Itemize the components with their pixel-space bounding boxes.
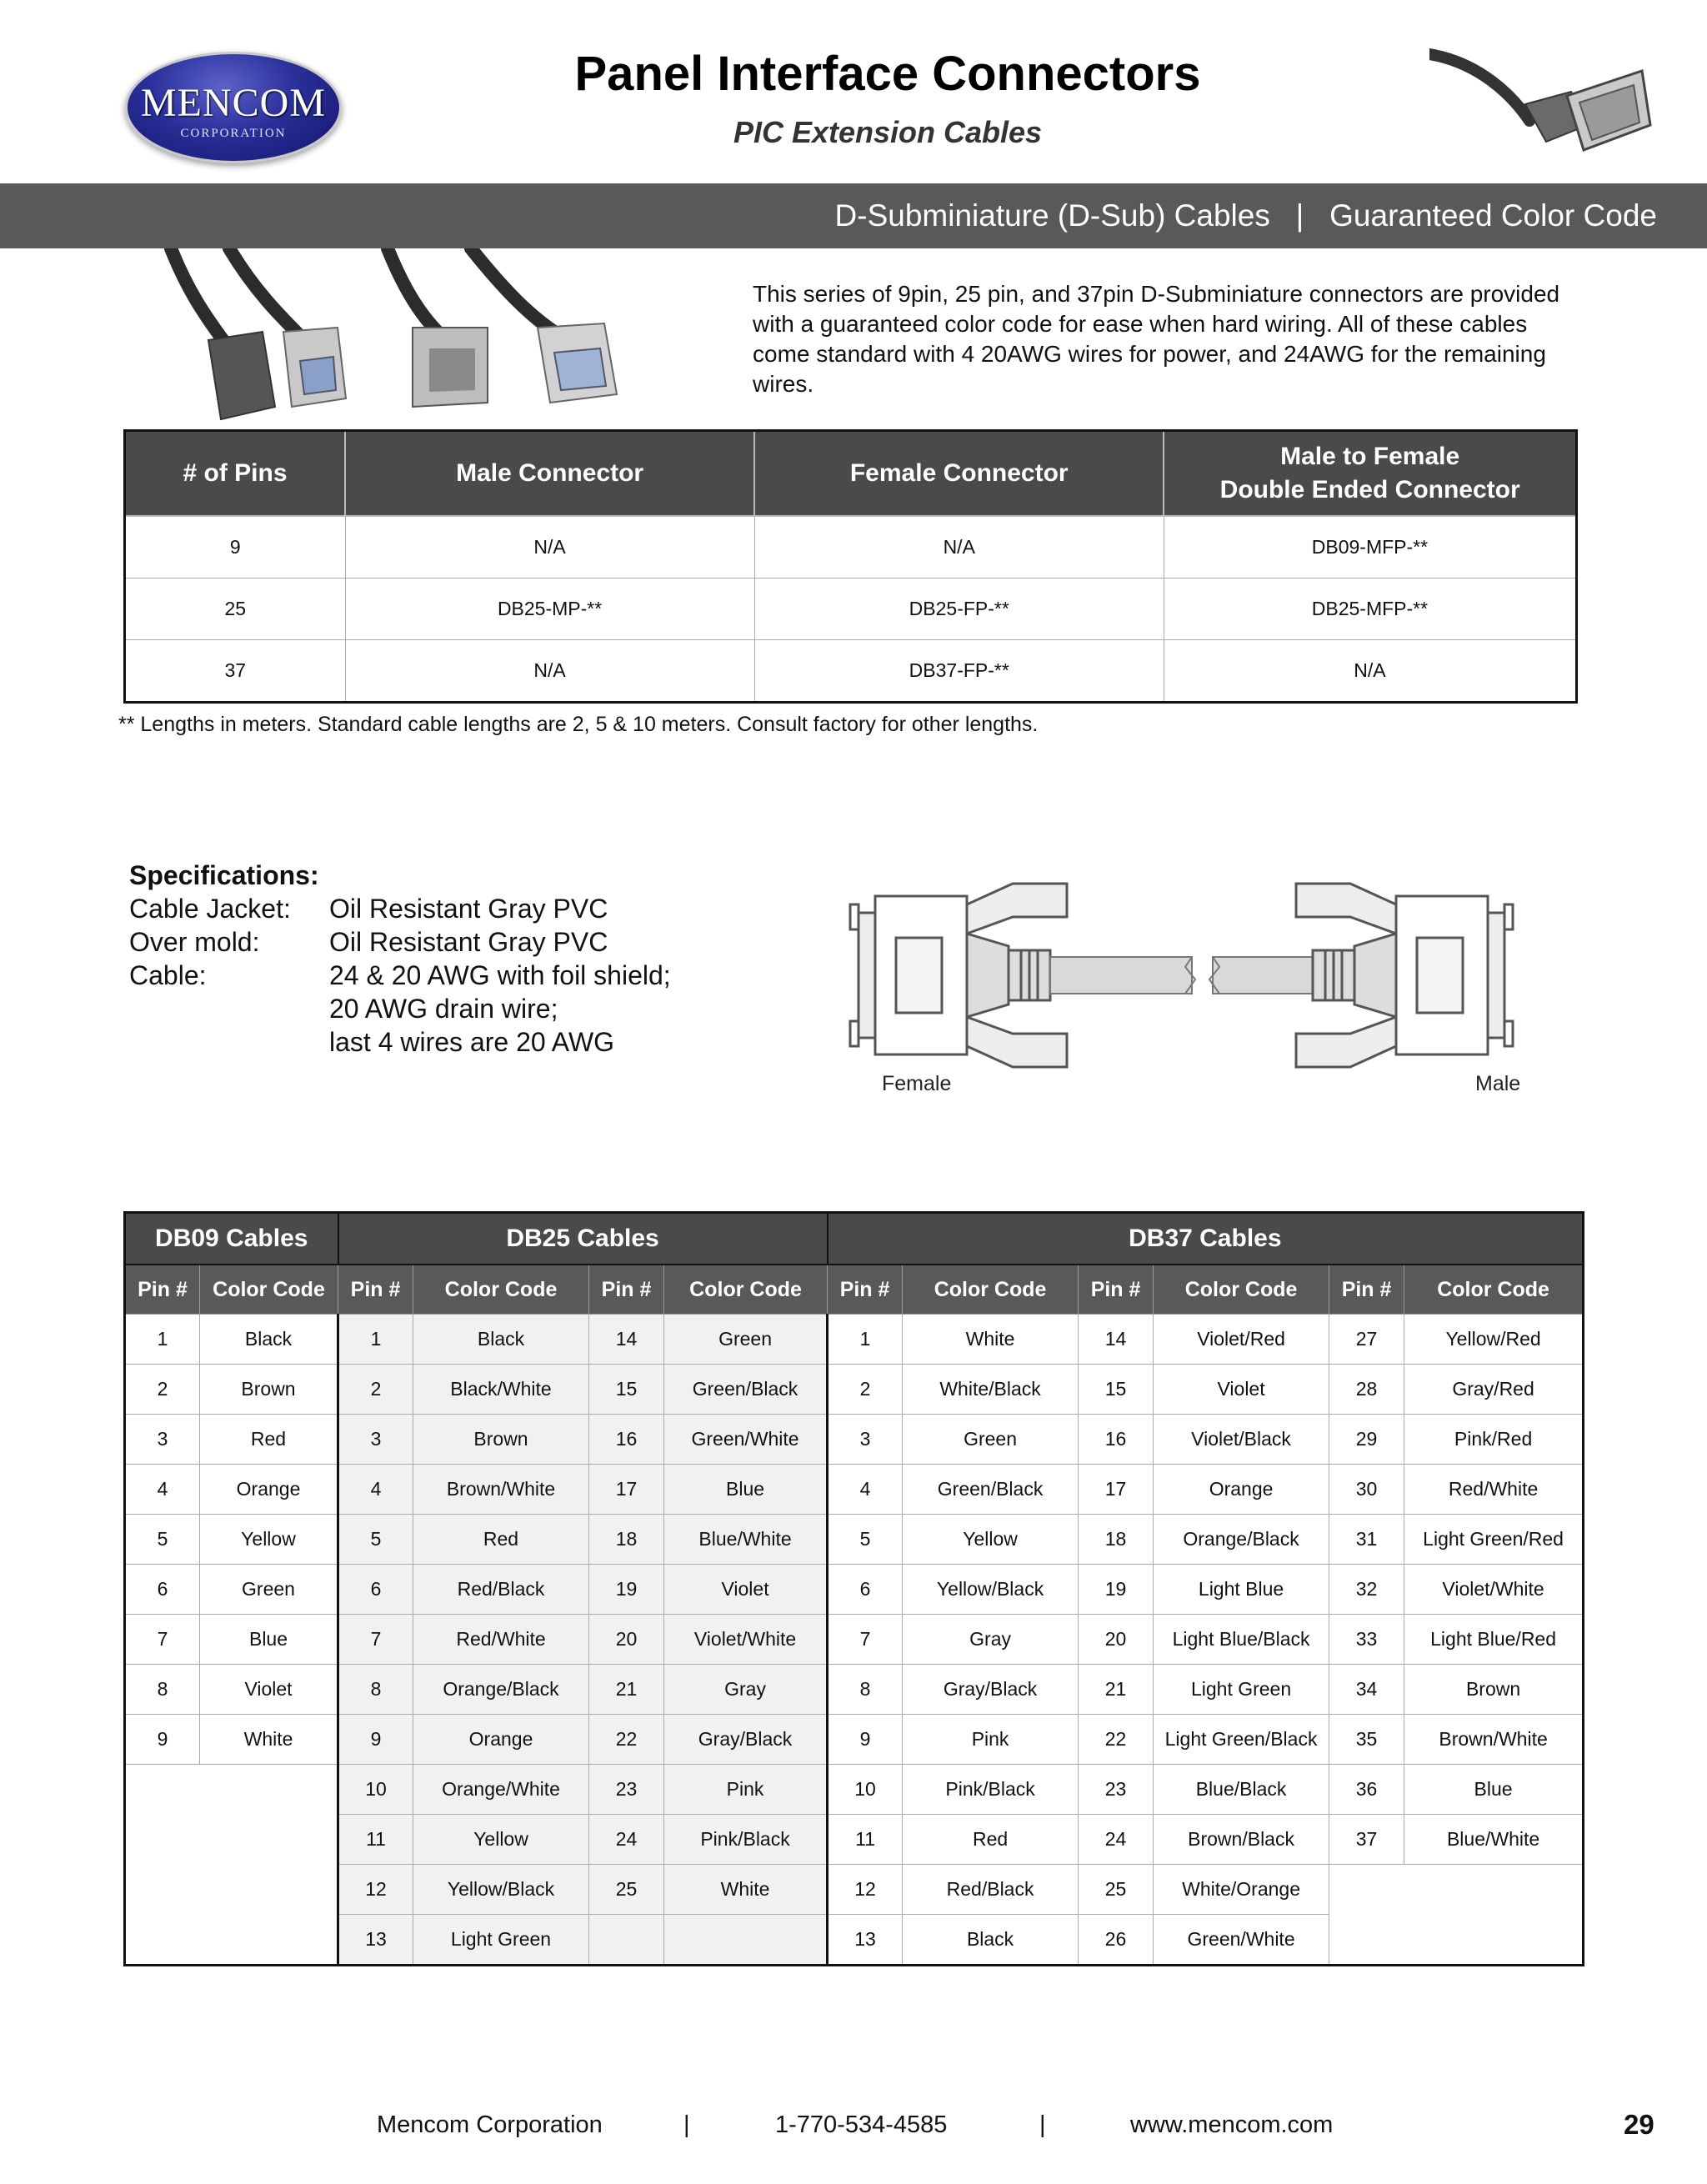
pin-number-cell: 19	[1079, 1565, 1154, 1615]
color-code-cell: Green	[200, 1565, 338, 1615]
footer-phone: 1-770-534-4585	[775, 2111, 948, 2138]
color-code-cell: Orange	[413, 1715, 589, 1765]
pin-number-cell: 6	[828, 1565, 903, 1615]
pin-number-header: Pin #	[1329, 1265, 1404, 1315]
double-ended-part-cell: DB09-MFP-**	[1164, 516, 1576, 579]
color-code-cell: Violet	[1154, 1365, 1329, 1415]
cable-segment-right	[1213, 957, 1313, 994]
pin-number-cell: 1	[828, 1315, 903, 1365]
pin-number-cell: 23	[589, 1765, 664, 1815]
pin-number-cell: 37	[1329, 1815, 1404, 1865]
color-code-cell: Blue/White	[664, 1515, 828, 1565]
pin-number-cell: 8	[828, 1665, 903, 1715]
color-code-header: Color Code	[200, 1265, 338, 1315]
color-code-cell: Blue	[664, 1465, 828, 1515]
pin-number-header: Pin #	[589, 1265, 664, 1315]
color-code-cell: Red/White	[413, 1615, 589, 1665]
cables-photo	[138, 248, 704, 423]
table-row	[125, 1465, 1584, 1515]
spec-label-overmold: Over mold:	[129, 927, 260, 957]
color-code-cell: Blue/White	[1404, 1815, 1584, 1865]
pin-number-cell: 4	[338, 1465, 413, 1515]
pin-number-cell: 16	[1079, 1415, 1154, 1465]
color-code-cell: Green	[664, 1315, 828, 1365]
pin-number-cell: 4	[125, 1465, 200, 1515]
table-row	[125, 1365, 1584, 1415]
color-code-cell: Black	[413, 1315, 589, 1365]
intro-paragraph: This series of 9pin, 25 pin, and 37pin D-Subminiature connectors are provided with a guaranteed color code for ease when hard wiring. All of these cables come standard with 4 20AWG wires for power, and 24AWG for the remaining wires.	[753, 281, 1560, 397]
pin-number-cell: 3	[125, 1415, 200, 1465]
pin-number-cell: 6	[338, 1565, 413, 1615]
pin-number-cell: 4	[828, 1465, 903, 1515]
color-code-cell	[664, 1915, 828, 1966]
color-code-cell: Gray	[664, 1665, 828, 1715]
pin-number-cell: 1	[125, 1315, 200, 1365]
color-code-cell: Brown	[200, 1365, 338, 1415]
color-code-cell: Light Blue/Red	[1404, 1615, 1584, 1665]
pin-number-cell: 27	[1329, 1315, 1404, 1365]
color-code-cell: Orange	[1154, 1465, 1329, 1515]
pin-number-cell: 9	[338, 1715, 413, 1765]
pin-number-cell: 29	[1329, 1415, 1404, 1465]
color-code-cell: Orange	[200, 1465, 338, 1515]
color-code-header: Color Code	[1154, 1265, 1329, 1315]
female-part-cell: DB25-FP-**	[754, 579, 1164, 640]
color-code-cell: Yellow	[903, 1515, 1079, 1565]
color-code-cell: Brown/White	[413, 1465, 589, 1515]
color-code-cell: Light Green/Black	[1154, 1715, 1329, 1765]
footer-website: www.mencom.com	[1130, 2111, 1334, 2138]
pin-number-cell: 20	[589, 1615, 664, 1665]
diagram-label-female: Female	[882, 1072, 952, 1095]
color-code-cell: Brown	[413, 1415, 589, 1465]
spec-label-cable: Cable:	[129, 960, 207, 990]
color-code-cell: Red	[413, 1515, 589, 1565]
table-row	[125, 1315, 1584, 1365]
pin-number-cell: 23	[1079, 1765, 1154, 1815]
table-row	[125, 579, 1577, 640]
lengths-footnote: ** Lengths in meters. Standard cable lengths are 2, 5 & 10 meters. Consult factory for other lengths.	[118, 713, 1039, 736]
header-pins: # of Pins	[125, 431, 346, 517]
footer-company: Mencom Corporation	[377, 2111, 603, 2138]
header-double-ended	[1164, 431, 1576, 517]
pin-number-cell: 18	[1079, 1515, 1154, 1565]
pin-number-cell: 7	[828, 1615, 903, 1665]
color-code-cell: Blue	[1404, 1765, 1584, 1815]
color-code-cell: Brown/Black	[1154, 1815, 1329, 1865]
color-code-cell: Violet/Red	[1154, 1315, 1329, 1365]
pin-number-cell: 5	[125, 1515, 200, 1565]
pins-cell: 37	[125, 640, 346, 703]
pin-number-cell: 30	[1329, 1465, 1404, 1515]
diagram-label-male: Male	[1475, 1072, 1521, 1095]
section-band-text: D-Subminiature (D-Sub) Cables | Guaranteed Color Code	[834, 198, 1657, 233]
color-code-cell: Blue	[200, 1615, 338, 1665]
color-code-cell: Light Blue/Black	[1154, 1615, 1329, 1665]
pin-number-cell: 24	[589, 1815, 664, 1865]
pin-number-cell: 14	[589, 1315, 664, 1365]
pin-number-cell: 13	[338, 1915, 413, 1966]
empty-cell	[125, 1765, 338, 1966]
pin-number-cell: 5	[828, 1515, 903, 1565]
color-code-cell: Yellow	[200, 1515, 338, 1565]
table-row	[125, 1615, 1584, 1665]
group-db09: DB09 Cables	[125, 1213, 338, 1265]
color-code-header: Color Code	[903, 1265, 1079, 1315]
table-row	[125, 1415, 1584, 1465]
color-code-cell: Black	[200, 1315, 338, 1365]
pin-number-cell: 35	[1329, 1715, 1404, 1765]
header-double-ended-line1: Male to Female	[1280, 443, 1460, 470]
pin-number-cell: 10	[828, 1765, 903, 1815]
pin-number-cell: 36	[1329, 1765, 1404, 1815]
color-code-cell: Green/White	[1154, 1915, 1329, 1966]
color-code-cell: Light Blue	[1154, 1565, 1329, 1615]
color-code-cell: Pink	[903, 1715, 1079, 1765]
pin-number-header: Pin #	[338, 1265, 413, 1315]
spec-value-drain: 20 AWG drain wire;	[329, 994, 558, 1024]
color-code-cell: Violet/White	[1404, 1565, 1584, 1615]
pin-number-header: Pin #	[1079, 1265, 1154, 1315]
pin-number-cell: 16	[589, 1415, 664, 1465]
page-subtitle: PIC Extension Cables	[733, 115, 1043, 149]
table-row	[125, 1865, 1584, 1915]
pin-number-cell: 25	[589, 1865, 664, 1915]
pin-number-cell: 9	[828, 1715, 903, 1765]
color-code-cell: Blue/Black	[1154, 1765, 1329, 1815]
color-code-cell: White	[200, 1715, 338, 1765]
color-code-cell: Black	[903, 1915, 1079, 1966]
color-code-cell: Green/Black	[903, 1465, 1079, 1515]
color-code-cell: Gray/Black	[903, 1665, 1079, 1715]
pin-number-cell: 34	[1329, 1665, 1404, 1715]
table-row	[125, 1815, 1584, 1865]
color-code-cell: White	[664, 1865, 828, 1915]
empty-cell	[1329, 1865, 1584, 1966]
color-code-cell: Yellow/Red	[1404, 1315, 1584, 1365]
color-code-cell: Violet/Black	[1154, 1415, 1329, 1465]
color-code-cell: Red/Black	[903, 1865, 1079, 1915]
logo-wordmark: MENCOM	[140, 81, 327, 125]
color-code-table	[123, 1211, 1584, 1966]
color-code-cell: Pink/Red	[1404, 1415, 1584, 1465]
color-code-cell: Violet	[664, 1565, 828, 1615]
pin-number-cell: 20	[1079, 1615, 1154, 1665]
pin-number-header: Pin #	[125, 1265, 200, 1315]
pins-cell: 25	[125, 579, 346, 640]
logo-subtext: CORPORATION	[180, 127, 287, 140]
color-code-cell: Light Green	[1154, 1665, 1329, 1715]
pin-number-cell: 10	[338, 1765, 413, 1815]
pin-number-cell: 22	[1079, 1715, 1154, 1765]
table-row	[125, 640, 1577, 703]
pin-number-cell: 31	[1329, 1515, 1404, 1565]
header-male: Male Connector	[345, 431, 754, 517]
color-code-cell: Yellow	[413, 1815, 589, 1865]
color-code-header: Color Code	[664, 1265, 828, 1315]
pin-number-cell: 9	[125, 1715, 200, 1765]
table-row	[125, 1565, 1584, 1615]
part-number-table	[123, 429, 1578, 704]
pin-number-cell: 7	[125, 1615, 200, 1665]
pin-number-cell: 32	[1329, 1565, 1404, 1615]
pin-number-cell	[589, 1915, 664, 1966]
pin-number-cell: 8	[125, 1665, 200, 1715]
pin-number-cell: 2	[125, 1365, 200, 1415]
pin-number-cell: 13	[828, 1915, 903, 1966]
color-code-cell: Pink/Black	[903, 1765, 1079, 1815]
color-code-cell: Green/Black	[664, 1365, 828, 1415]
pin-number-cell: 1	[338, 1315, 413, 1365]
connector-photo	[1429, 46, 1654, 179]
column-header-row	[125, 1265, 1584, 1315]
color-code-cell: Green	[903, 1415, 1079, 1465]
pin-number-cell: 3	[338, 1415, 413, 1465]
color-code-cell: Orange/White	[413, 1765, 589, 1815]
pin-number-cell: 11	[828, 1815, 903, 1865]
color-code-cell: Light Green/Red	[1404, 1515, 1584, 1565]
color-code-header: Color Code	[1404, 1265, 1584, 1315]
color-code-cell: Red	[200, 1415, 338, 1465]
specs-heading: Specifications:	[129, 860, 319, 890]
spec-value-last-wires: last 4 wires are 20 AWG	[329, 1027, 615, 1057]
spec-value-overmold: Oil Resistant Gray PVC	[329, 927, 608, 957]
color-code-cell: Light Green	[413, 1915, 589, 1966]
pin-number-cell: 7	[338, 1615, 413, 1665]
color-code-cell: Red/Black	[413, 1565, 589, 1615]
pin-number-cell: 18	[589, 1515, 664, 1565]
pin-number-cell: 2	[338, 1365, 413, 1415]
footer-separator: |	[1039, 2111, 1046, 2138]
color-code-cell: Gray	[903, 1615, 1079, 1665]
pin-number-cell: 5	[338, 1515, 413, 1565]
group-db25: DB25 Cables	[338, 1213, 828, 1265]
color-code-cell: Orange/Black	[1154, 1515, 1329, 1565]
male-connector-drawing	[1296, 884, 1513, 1067]
color-code-cell: White/Orange	[1154, 1865, 1329, 1915]
female-part-cell: N/A	[754, 516, 1164, 579]
color-code-header: Color Code	[413, 1265, 589, 1315]
color-code-cell: White/Black	[903, 1365, 1079, 1415]
color-code-cell: Gray/Black	[664, 1715, 828, 1765]
pin-number-cell: 21	[589, 1665, 664, 1715]
color-code-cell: Red	[903, 1815, 1079, 1865]
pin-number-cell: 26	[1079, 1915, 1154, 1966]
pin-number-cell: 19	[589, 1565, 664, 1615]
color-code-cell: Violet/White	[664, 1615, 828, 1665]
pins-cell: 9	[125, 516, 346, 579]
double-ended-part-cell: N/A	[1164, 640, 1576, 703]
pin-number-cell: 25	[1079, 1865, 1154, 1915]
female-connector-drawing	[850, 884, 1067, 1067]
color-code-cell: Yellow/Black	[903, 1565, 1079, 1615]
table-row	[125, 1665, 1584, 1715]
color-code-cell: Black/White	[413, 1365, 589, 1415]
color-code-cell: Green/White	[664, 1415, 828, 1465]
color-code-cell: Orange/Black	[413, 1665, 589, 1715]
color-code-cell: Yellow/Black	[413, 1865, 589, 1915]
male-part-cell: DB25-MP-**	[345, 579, 754, 640]
female-part-cell: DB37-FP-**	[754, 640, 1164, 703]
footer-separator: |	[683, 2111, 690, 2138]
pin-number-cell: 14	[1079, 1315, 1154, 1365]
color-code-cell: White	[903, 1315, 1079, 1365]
table-row	[125, 1515, 1584, 1565]
color-code-cell: Red/White	[1404, 1465, 1584, 1515]
pin-number-cell: 22	[589, 1715, 664, 1765]
color-code-cell: Brown/White	[1404, 1715, 1584, 1765]
pin-number-cell: 17	[1079, 1465, 1154, 1515]
color-code-cell: Brown	[1404, 1665, 1584, 1715]
pin-number-cell: 17	[589, 1465, 664, 1515]
pin-number-cell: 12	[828, 1865, 903, 1915]
pin-number-cell: 3	[828, 1415, 903, 1465]
header-female: Female Connector	[754, 431, 1164, 517]
table-row	[125, 1765, 1584, 1815]
pin-number-cell: 21	[1079, 1665, 1154, 1715]
header-double-ended-line2: Double Ended Connector	[1219, 476, 1520, 503]
pin-number-cell: 6	[125, 1565, 200, 1615]
cable-segment-left	[1050, 957, 1192, 994]
male-part-cell: N/A	[345, 516, 754, 579]
group-header-row	[125, 1213, 1584, 1265]
pin-number-cell: 15	[589, 1365, 664, 1415]
color-code-cell: Violet	[200, 1665, 338, 1715]
male-part-cell: N/A	[345, 640, 754, 703]
table-row	[125, 1715, 1584, 1765]
pin-number-cell: 11	[338, 1815, 413, 1865]
pin-number-cell: 12	[338, 1865, 413, 1915]
page-number: 29	[1624, 2109, 1654, 2140]
pin-number-cell: 8	[338, 1665, 413, 1715]
color-code-cell: Gray/Red	[1404, 1365, 1584, 1415]
double-ended-part-cell: DB25-MFP-**	[1164, 579, 1576, 640]
spec-value-cable: 24 & 20 AWG with foil shield;	[329, 960, 671, 990]
spec-label-jacket: Cable Jacket:	[129, 894, 291, 924]
group-db37: DB37 Cables	[828, 1213, 1584, 1265]
pin-number-header: Pin #	[828, 1265, 903, 1315]
pin-number-cell: 2	[828, 1365, 903, 1415]
pin-number-cell: 33	[1329, 1615, 1404, 1665]
table-row	[125, 516, 1577, 579]
pin-number-cell: 24	[1079, 1815, 1154, 1865]
color-code-cell: Pink	[664, 1765, 828, 1815]
spec-value-jacket: Oil Resistant Gray PVC	[329, 894, 608, 924]
part-table-header-row	[125, 431, 1577, 517]
page-title: Panel Interface Connectors	[574, 47, 1201, 101]
color-code-cell: Pink/Black	[664, 1815, 828, 1865]
pin-number-cell: 15	[1079, 1365, 1154, 1415]
cable-diagram	[842, 867, 1550, 1100]
pin-number-cell: 28	[1329, 1365, 1404, 1415]
